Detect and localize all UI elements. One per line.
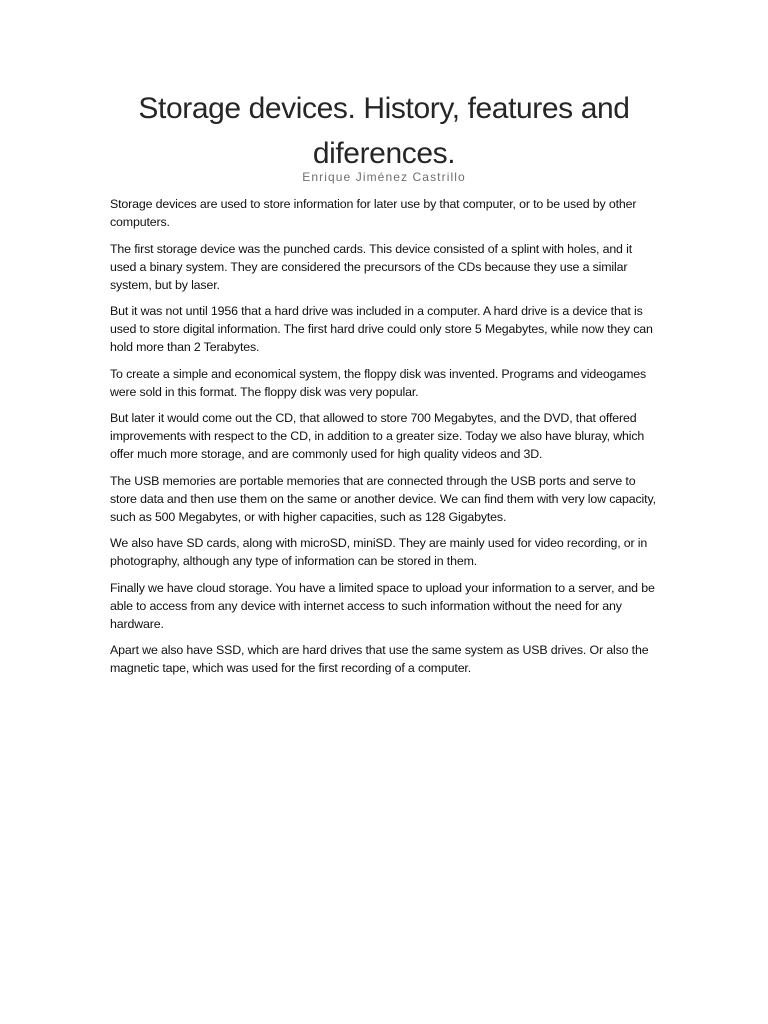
paragraph: The first storage device was the punched cards. This device consisted of a splint with holes, and it used a binary system. They are considered the precursors of the CDs because they use a similar system, but by laser. bbox=[110, 241, 632, 292]
document-body bbox=[110, 195, 660, 686]
document-author: Enrique Jiménez Castrillo bbox=[302, 170, 466, 184]
paragraph: But it was not until 1956 that a hard drive was included in a computer. A hard drive is a device that is used to store digital information. The first hard drive could only store 5 Megabytes, while now they can hold more than 2 Terabytes. bbox=[110, 304, 653, 354]
document-title: Storage devices. History, features and diferences. bbox=[138, 92, 630, 170]
paragraph: Finally we have cloud storage. You have a limited space to upload your information to a server, and be able to access from any device with internet access to such information without the need for any hardware. bbox=[110, 580, 655, 631]
paragraph: The USB memories are portable memories that are connected through the USB ports and serve to store data and then use them on the same or another device. We can find them with very low capacity, such as 500 Megabytes, or with higher capacities, such as 128 Gigabytes. bbox=[110, 473, 656, 524]
paragraph: To create a simple and economical system, the floppy disk was invented. Programs and videogames were sold in this format. The floppy disk was very popular. bbox=[110, 366, 647, 399]
paragraph: Storage devices are used to store information for later use by that computer, or to be used by other computers. bbox=[110, 197, 637, 229]
paragraph: We also have SD cards, along with microSD, miniSD. They are mainly used for video recording, or in photography, although any type of information can be stored in them. bbox=[110, 536, 648, 568]
paragraph: But later it would come out the CD, that allowed to store 700 Megabytes, and the DVD, that offered improvements with respect to the CD, in addition to a greater size. Today we also have bluray, which offer much more storage, and are commonly used for high quality videos and 3D. bbox=[110, 411, 645, 461]
paragraph: Apart we also have SSD, which are hard drives that use the same system as USB drives. Or also the magnetic tape, which was used for the first recording of a computer. bbox=[110, 643, 649, 675]
